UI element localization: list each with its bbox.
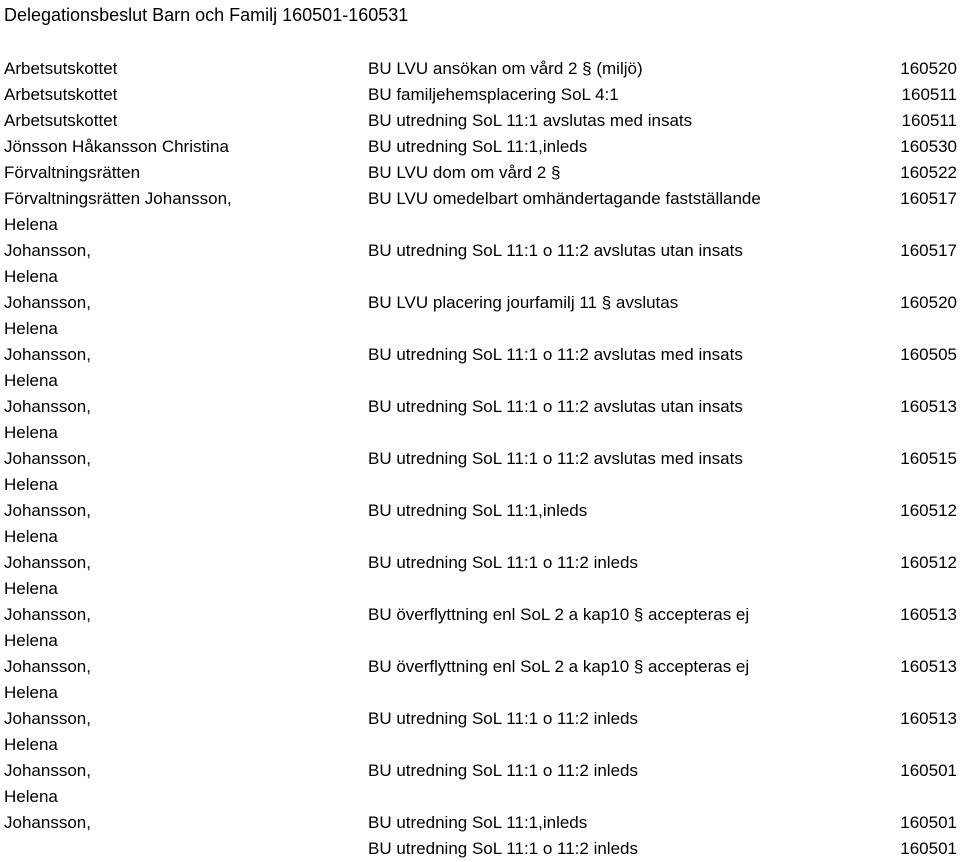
decision-description: BU LVU placering jourfamilj 11 § avslutas (368, 293, 679, 312)
list-item (0, 104, 960, 130)
decision-maker: Arbetsutskottet (4, 111, 118, 130)
list-item (0, 234, 960, 286)
decision-description: BU LVU omedelbart omhändertagande fastställande (368, 189, 761, 208)
decision-description: BU utredning SoL 11:1,inleds (368, 501, 588, 520)
decision-date: 160501 (900, 813, 957, 832)
decision-date: 160505 (900, 345, 957, 364)
decision-date: 160513 (900, 709, 957, 728)
list-item (0, 442, 960, 494)
decision-description: BU utredning SoL 11:1 o 11:2 avslutas med insats (368, 449, 743, 468)
decision-maker: Jönsson Håkansson Christina (4, 137, 229, 156)
list-item (0, 702, 960, 754)
decision-description: BU överflyttning enl SoL 2 a kap10 § accepteras ej (368, 605, 750, 624)
decision-date: 160511 (901, 111, 957, 130)
decision-description: BU utredning SoL 11:1 o 11:2 inleds (368, 553, 638, 572)
decision-maker: Johansson, Helena (4, 241, 91, 286)
decision-description: BU LVU ansökan om vård 2 § (miljö) (368, 59, 643, 78)
decision-description: BU utredning SoL 11:1,inleds (368, 813, 588, 832)
decision-date: 160517 (900, 189, 957, 208)
decision-date: 160501 (900, 761, 957, 780)
list-item (0, 598, 960, 650)
list-item (0, 546, 960, 598)
decision-date: 160515 (900, 449, 957, 468)
decision-maker: Johansson, Helena (4, 553, 91, 598)
decision-maker: Johansson, Helena (4, 761, 91, 806)
decision-date: 160520 (900, 59, 957, 78)
decision-description: BU utredning SoL 11:1 o 11:2 inleds (368, 839, 638, 858)
decision-maker: Arbetsutskottet (4, 59, 118, 78)
decision-date: 160513 (900, 605, 957, 624)
decision-maker: Johansson, Helena (4, 605, 91, 650)
list-item (0, 806, 960, 832)
list-item (0, 832, 960, 858)
decision-date: 160513 (900, 397, 957, 416)
decision-date: 160530 (900, 137, 957, 156)
decision-maker: Johansson, Helena (4, 345, 91, 390)
list-item (0, 338, 960, 390)
list-item (0, 182, 960, 234)
list-item (0, 286, 960, 338)
decision-description: BU utredning SoL 11:1 o 11:2 inleds (368, 761, 638, 780)
decision-maker: Johansson, Helena (4, 449, 91, 494)
list-item (0, 650, 960, 702)
decision-list (0, 52, 960, 858)
list-item (0, 156, 960, 182)
decision-maker: Arbetsutskottet (4, 85, 118, 104)
list-item (0, 52, 960, 78)
decision-description: BU överflyttning enl SoL 2 a kap10 § accepteras ej (368, 657, 750, 676)
decision-maker: Johansson, Helena (4, 501, 91, 546)
list-item (0, 390, 960, 442)
decision-date: 160522 (900, 163, 957, 182)
decision-maker: Förvaltningsrätten Johansson, Helena (4, 189, 232, 234)
list-item (0, 78, 960, 104)
decision-date: 160520 (900, 293, 957, 312)
list-item (0, 130, 960, 156)
decision-description: BU utredning SoL 11:1 o 11:2 avslutas med insats (368, 345, 743, 364)
decision-description: BU utredning SoL 11:1,inleds (368, 137, 588, 156)
decision-description: BU utredning SoL 11:1 avslutas med insats (368, 111, 693, 130)
decision-maker: Johansson, Helena (4, 709, 91, 754)
decision-date: 160513 (900, 657, 957, 676)
decision-maker: Förvaltningsrätten (4, 163, 141, 182)
decision-description: BU LVU dom om vård 2 § (368, 163, 561, 182)
decision-description: BU utredning SoL 11:1 o 11:2 avslutas utan insats (368, 241, 743, 260)
decision-maker: Johansson, (4, 813, 91, 832)
list-item (0, 754, 960, 806)
page-title: Delegationsbeslut Barn och Familj 160501-160531 (4, 5, 409, 25)
decision-description: BU utredning SoL 11:1 o 11:2 avslutas utan insats (368, 397, 743, 416)
decision-date: 160517 (900, 241, 957, 260)
decision-date: 160512 (900, 553, 957, 572)
decision-description: BU familjehemsplacering SoL 4:1 (368, 85, 619, 104)
decision-date: 160501 (900, 839, 957, 858)
decision-date: 160511 (901, 85, 957, 104)
decision-description: BU utredning SoL 11:1 o 11:2 inleds (368, 709, 638, 728)
decision-maker: Johansson, Helena (4, 657, 91, 702)
list-item (0, 494, 960, 546)
decision-maker: Johansson, Helena (4, 397, 91, 442)
decision-date: 160512 (900, 501, 957, 520)
decision-maker: Johansson, Helena (4, 293, 91, 338)
